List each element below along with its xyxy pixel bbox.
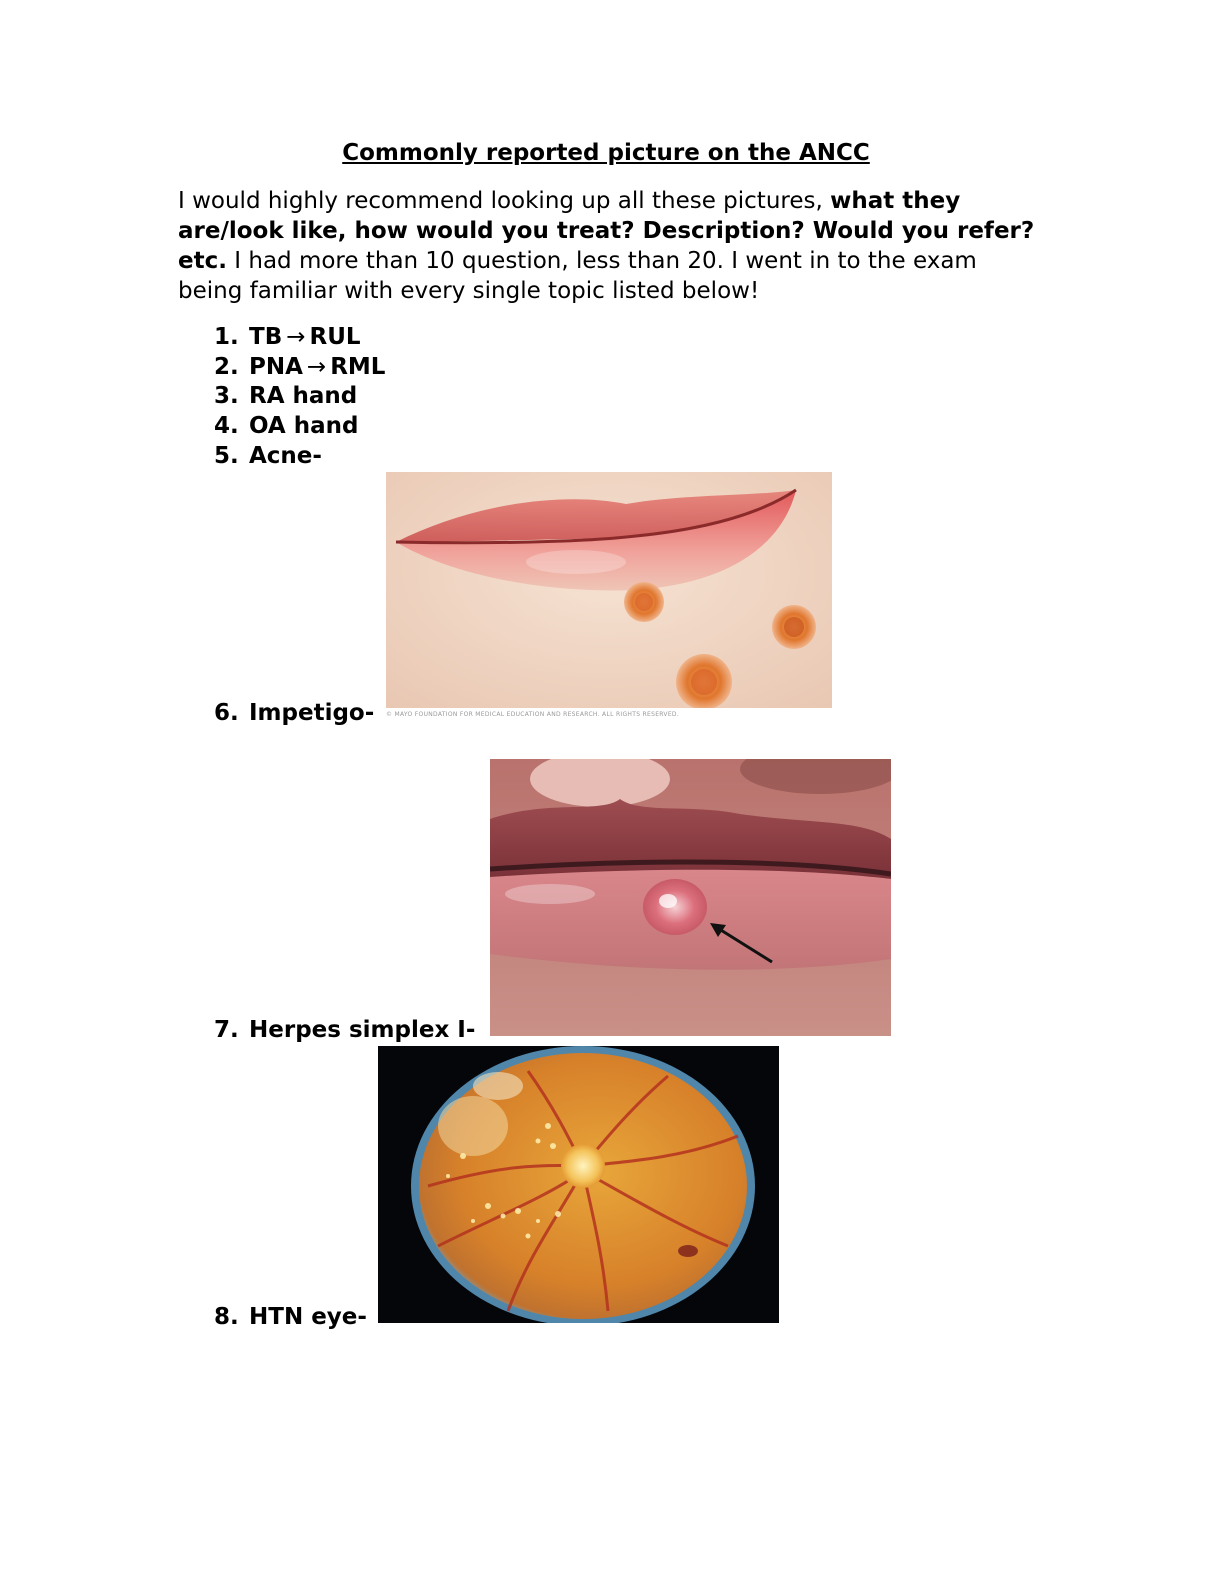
list-label-a: PNA: [249, 354, 303, 380]
arrow-right-icon: →: [306, 354, 327, 380]
list-label: Impetigo-: [249, 700, 375, 726]
list-number: 5.: [214, 443, 239, 469]
list-number: 4.: [214, 413, 239, 439]
intro-paragraph: [178, 186, 1038, 306]
herpes-simplex-photo: [490, 759, 891, 1036]
intro-text-2: I had more than 10 question, less than 20. I went in to the exam being familiar with every single topic listed below!: [178, 248, 977, 304]
arrow-right-icon: →: [286, 324, 306, 350]
htn-eye-photo: [378, 1046, 779, 1323]
list-item-pna: [214, 352, 385, 382]
list-label: OA hand: [249, 413, 359, 439]
list-label: RA hand: [249, 383, 358, 409]
list-item-htn-eye: [214, 1302, 367, 1332]
impetigo-photo: [386, 472, 832, 722]
list-number: 3.: [214, 383, 239, 409]
list-item-tb: [214, 322, 361, 352]
list-item-ra-hand: [214, 381, 357, 411]
list-number: 7.: [214, 1017, 239, 1043]
list-item-impetigo: [214, 698, 374, 728]
list-label-b: RML: [330, 354, 386, 380]
intro-bold-text: what they are/look like, how would you treat? Description? Would you refer? etc.: [178, 188, 1035, 274]
list-number: 2.: [214, 354, 239, 380]
list-label-b: RUL: [309, 324, 361, 350]
fundus-illustration: [378, 1046, 779, 1323]
list-label: Acne-: [249, 443, 322, 469]
list-label-a: TB: [249, 324, 283, 350]
intro-text-1: I would highly recommend looking up all these pictures,: [178, 188, 831, 214]
list-number: 6.: [214, 700, 239, 726]
herpes-illustration: [490, 759, 891, 1036]
page-title: Commonly reported picture on the ANCC: [342, 140, 870, 166]
list-label: HTN eye-: [249, 1304, 367, 1330]
list-number: 8.: [214, 1304, 239, 1330]
list-item-herpes: [214, 1015, 475, 1045]
list-label: Herpes simplex I-: [249, 1017, 476, 1043]
impetigo-illustration: [386, 472, 832, 722]
image-caption: © MAYO FOUNDATION FOR MEDICAL EDUCATION AND RESEARCH. ALL RIGHTS RESERVED.: [386, 708, 832, 722]
list-item-oa-hand: [214, 411, 358, 441]
list-number: 1.: [214, 324, 239, 350]
list-item-acne: [214, 441, 322, 471]
